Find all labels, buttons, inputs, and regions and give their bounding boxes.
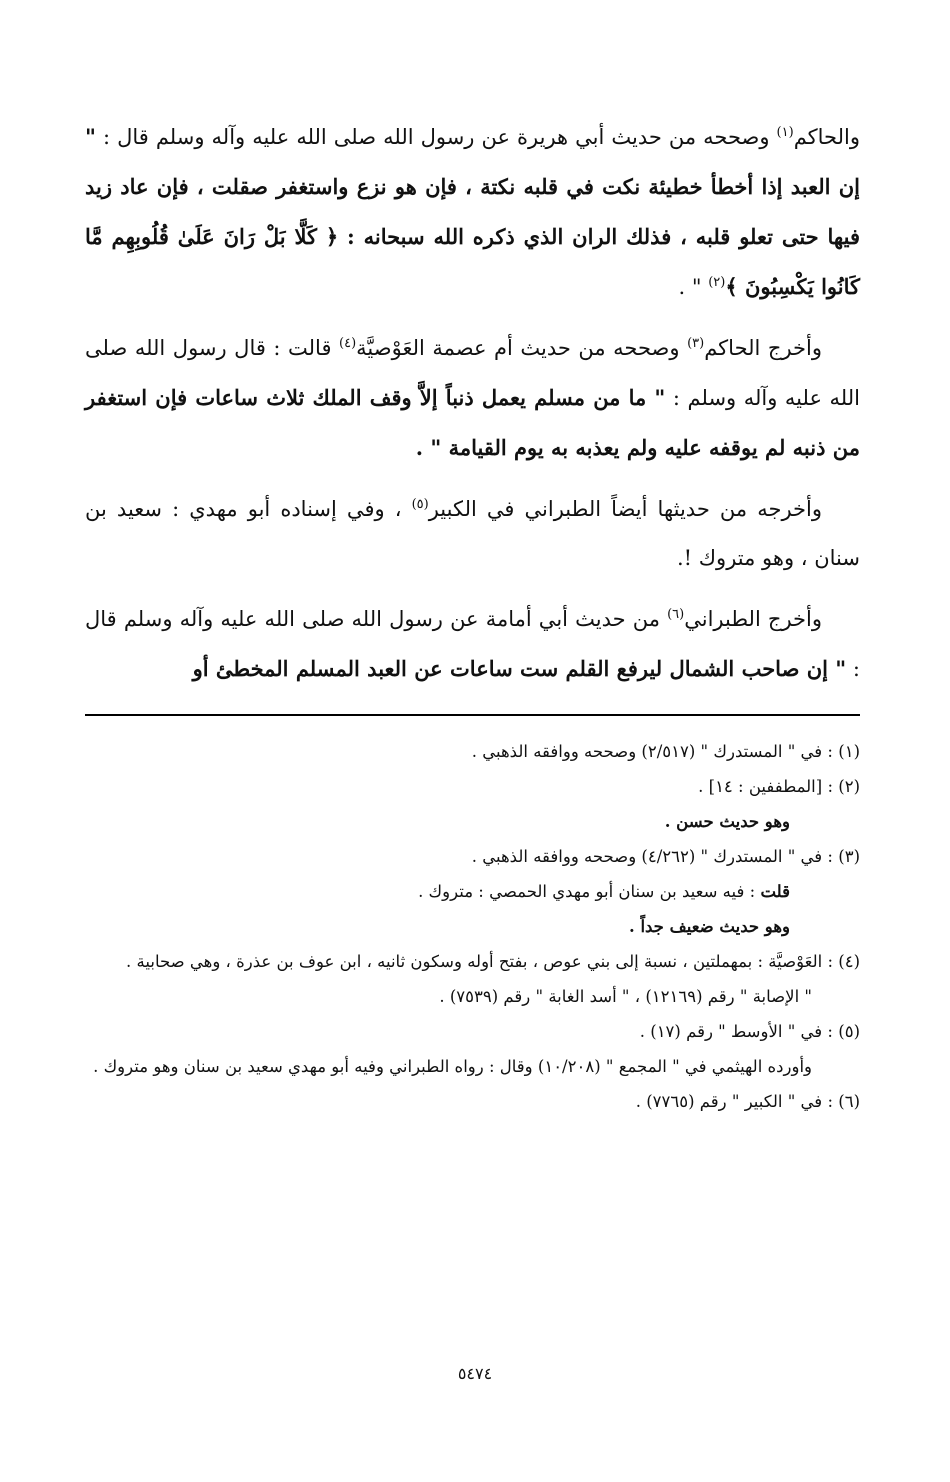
hadith-quote: " إن العبد إذا أخطأ خطيئة نكت في قلبه نكتة ، فإن هو نزع واستغفر صقلت ، فإن عاد زيد فيها حتى تعلو قلبه ، فذلك الران الذي ذكره الله سبحانه : ﴿ كَلَّا بَلْ رَانَ عَلَىٰ قُلُوبِهِم مَّا كَانُوا يَكْسِبُونَ ﴾: [85, 124, 860, 299]
footnote-ref[interactable]: (٤): [339, 336, 357, 351]
text: قالت : قال رسول الله صلى الله عليه وآله وسلم :: [85, 336, 860, 410]
paragraph-3: [85, 485, 860, 583]
main-text: [85, 112, 860, 706]
footnote-6: (٦) : في " الكبير " رقم (٧٧٦٥) .: [635, 1092, 860, 1111]
footnote-3-grade: وهو حديث ضعيف جداً .: [628, 917, 790, 936]
text: من حديث أبي أمامة عن رسول الله صلى الله عليه وآله وسلم قال :: [85, 607, 860, 681]
footnote-4-sources: " الإصابة " رقم (١٢١٦٩) ، " أسد الغابة " رقم (٧٥٣٩) .: [439, 987, 812, 1006]
text: وصححه من حديث أم عصمة العَوْصيَّة: [356, 336, 688, 360]
footnotes: [85, 736, 860, 1121]
hadith-quote: " ما من مسلم يعمل ذنباً إلاَّ وقف الملك ثلاث ساعات فإن استغفر من ذنبه لم يوقفه عليه ولم يعذبه به يوم القيامة " .: [85, 385, 860, 460]
paragraph-2: [85, 324, 860, 473]
footnote-ref[interactable]: (٥): [411, 497, 429, 512]
footnote-2: (٢) : [المطففين : ١٤] .: [698, 777, 860, 796]
footnote-separator: [85, 714, 860, 716]
text: وصححه من حديث أبي هريرة عن رسول الله صلى الله عليه وآله وسلم قال :: [95, 125, 777, 149]
footnote-2-grade: وهو حديث حسن .: [664, 812, 790, 831]
footnote-3: (٣) : في " المستدرك " (٤/٢٦٢) وصححه ووافقه الذهبي .: [471, 847, 860, 866]
text: " .: [678, 275, 709, 299]
page-number: ٥٤٧٤: [457, 1364, 493, 1383]
hadith-quote: " إن صاحب الشمال ليرفع القلم ست ساعات عن العبد المسلم المخطئ أو: [192, 656, 847, 681]
footnote-ref[interactable]: (١): [776, 125, 794, 140]
comment-text: : فيه سعيد بن سنان أبو مهدي الحمصي : متروك .: [418, 882, 761, 901]
footnote-ref[interactable]: (٣): [687, 336, 705, 351]
footnote-5-detail: وأورده الهيثمي في " المجمع " (١٠/٢٠٨) وقال : رواه الطبراني وفيه أبو مهدي سعيد بن سنان وهو متروك .: [93, 1057, 812, 1076]
footnote-4: (٤) : العَوْصيَّة : بمهملتين ، نسبة إلى بني عوص ، بفتح أوله وسكون ثانيه ، ابن عوف بن عذرة ، وهي صحابية .: [126, 952, 860, 971]
footnote-ref[interactable]: (٢): [708, 275, 726, 290]
text: والحاكم: [793, 125, 860, 149]
footnote-5: (٥) : في " الأوسط " رقم (١٧) .: [639, 1022, 860, 1041]
comment-label: قلت: [760, 882, 790, 901]
footnote-ref[interactable]: (٦): [667, 607, 685, 622]
footnote-1: (١) : في " المستدرك " (٢/٥١٧) وصححه ووافقه الذهبي .: [471, 742, 860, 761]
paragraph-4: [85, 595, 860, 694]
text: وأخرج الحاكم: [704, 336, 823, 360]
text: ، وفي إسناده أبو مهدي : سعيد بن سنان ، وهو متروك !.: [85, 497, 860, 570]
footnote-3-comment: [85, 876, 860, 907]
paragraph-1: [85, 112, 860, 312]
text: وأخرج الطبراني: [684, 607, 823, 631]
text: وأخرجه من حديثها أيضاً الطبراني في الكبير: [428, 497, 822, 521]
